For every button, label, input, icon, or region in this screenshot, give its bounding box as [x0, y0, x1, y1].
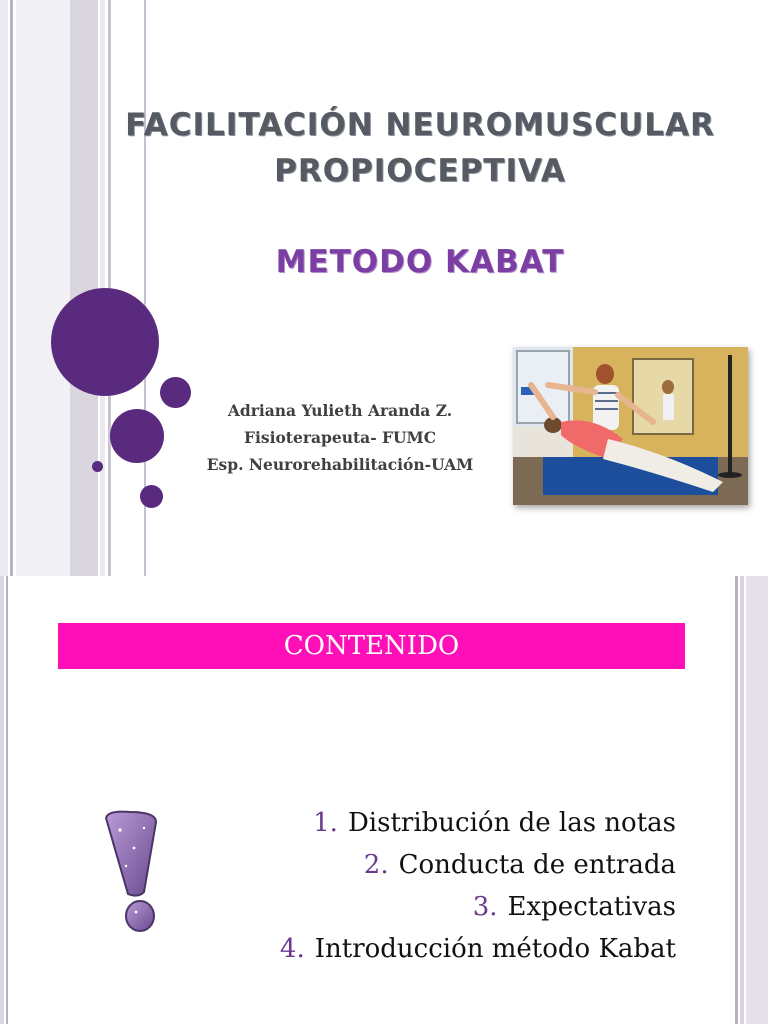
list-item-label: Introducción método Kabat	[314, 934, 676, 964]
decor-stripe	[16, 0, 70, 576]
list-item	[280, 802, 676, 844]
list-item-number: 1.	[313, 808, 338, 838]
decor-stripe	[740, 576, 744, 1024]
list-item-number: 2.	[363, 850, 389, 880]
list-item-label: Conducta de entrada	[398, 850, 676, 880]
contents-slide	[0, 576, 768, 1024]
slide-title	[70, 102, 768, 194]
slide-subtitle: METODO KABAT	[275, 244, 565, 280]
decor-circle-small-2	[140, 485, 163, 508]
list-item	[280, 886, 676, 928]
list-item	[280, 844, 676, 886]
list-item-number: 3.	[472, 892, 498, 922]
author-name: Adriana Yulieth Aranda Z.	[227, 401, 453, 420]
author-role: Fisioterapeuta- FUMC	[243, 428, 437, 447]
title-line-2: PROPIOCEPTIVA	[274, 153, 566, 189]
author-block	[180, 397, 500, 478]
list-item-label: Distribución de las notas	[347, 808, 676, 838]
list-item-label: Expectativas	[507, 892, 676, 922]
decor-circle-tiny	[92, 461, 103, 472]
decor-stripe	[0, 0, 8, 576]
list-item	[280, 928, 676, 970]
list-item-number: 4.	[279, 934, 305, 964]
title-line-1: FACILITACIÓN NEUROMUSCULAR	[125, 107, 715, 143]
therapy-photo	[513, 347, 748, 505]
exclamation-mark-icon	[100, 808, 164, 938]
decor-circle-medium	[110, 409, 164, 463]
contents-list	[280, 802, 676, 970]
section-banner: CONTENIDO	[58, 623, 685, 669]
decor-circle-large	[51, 288, 159, 396]
decor-stripe	[6, 576, 8, 1024]
decor-stripe	[10, 0, 13, 576]
decor-stripe	[735, 576, 738, 1024]
decor-stripe	[0, 576, 4, 1024]
decor-stripe	[746, 576, 768, 1024]
author-specialty: Esp. Neurorehabilitación-UAM	[206, 455, 474, 474]
